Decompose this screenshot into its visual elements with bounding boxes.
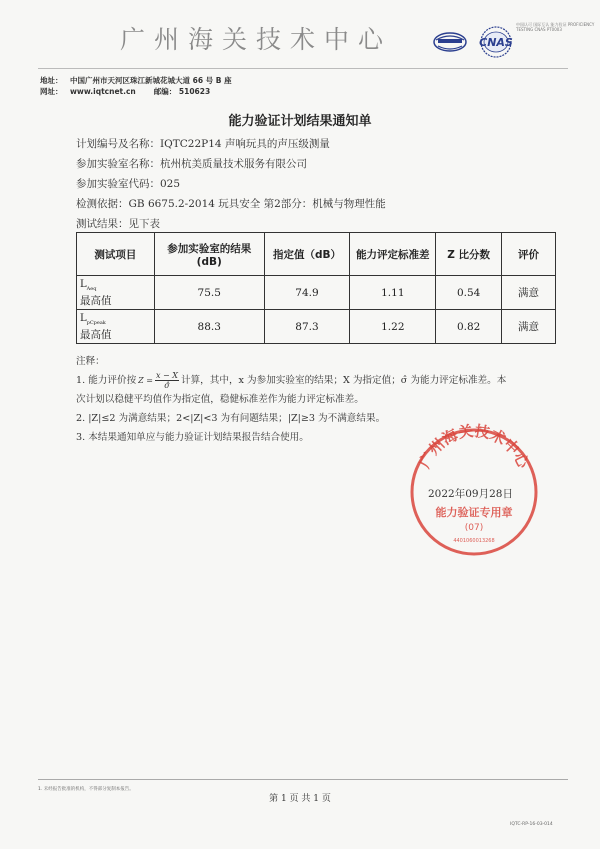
header-std: 能力评定标准差 bbox=[350, 233, 436, 276]
header-item: 测试项目 bbox=[77, 233, 155, 276]
assigned-cell: 74.9 bbox=[264, 276, 350, 310]
lab-code-line: 参加实验室代码：025 bbox=[76, 178, 181, 190]
globe-icon bbox=[434, 33, 466, 51]
issue-date: 2022年09月28日 bbox=[428, 488, 513, 500]
item-label: 最高值 bbox=[80, 295, 112, 308]
eval-cell: 满意 bbox=[502, 276, 556, 310]
table-header-row bbox=[77, 233, 556, 276]
stamp-number: (07) bbox=[464, 523, 484, 533]
svg-text:CNAS: CNAS bbox=[479, 36, 513, 49]
note-1 bbox=[76, 371, 556, 390]
item-subscript: Aeq bbox=[86, 286, 97, 293]
note-2: 2. |Z|≤2 为满意结果；2<|Z|<3 为有问题结果；|Z|≥3 为不满意结果。 bbox=[76, 413, 386, 424]
lab-result-cell: 75.5 bbox=[154, 276, 264, 310]
basis-line: 检测依据：GB 6675.2-2014 玩具安全 第2部分：机械与物理性能 bbox=[76, 198, 386, 210]
program-line: 计划编号及名称：IQTC22P14 声响玩具的声压级测量 bbox=[76, 138, 330, 150]
address-value: 中国广州市天河区珠江新城花城大道 66 号 B 座 bbox=[70, 76, 232, 85]
header-eval: 评价 bbox=[502, 233, 556, 276]
stamp-serial: 4401060013268 bbox=[453, 538, 495, 544]
lab-name-line: 参加实验室名称：杭州杭美质量技术服务有限公司 bbox=[76, 158, 307, 170]
table-row bbox=[77, 276, 556, 310]
cnas-caption: 中国认可 国际互认 能力验证 PROFICIENCY TESTING CNAS PT0003 bbox=[516, 22, 595, 32]
result-line: 测试结果：见下表 bbox=[76, 218, 160, 230]
formula-fraction bbox=[155, 371, 179, 390]
results-table bbox=[76, 232, 556, 344]
std-cell: 1.11 bbox=[350, 276, 436, 310]
header-lab-result: 参加实验室的结果(dB) bbox=[154, 233, 264, 276]
cnas-logo bbox=[479, 27, 513, 57]
item-symbol: L bbox=[80, 313, 87, 325]
header-divider bbox=[38, 68, 568, 69]
website-label: 网址： bbox=[40, 87, 63, 96]
document-code: IQTC-RP-16-03-014 bbox=[510, 822, 553, 827]
document-title: 能力验证计划结果通知单 bbox=[228, 114, 372, 129]
zip-label: 邮编： bbox=[153, 87, 177, 96]
assigned-cell: 87.3 bbox=[264, 310, 350, 344]
note-1-cont: 次计划以稳健平均值作为指定值，稳健标准差作为能力评定标准差。 bbox=[76, 394, 364, 405]
header-z: Z 比分数 bbox=[436, 233, 502, 276]
item-label: 最高值 bbox=[80, 329, 112, 342]
org-name: 广州海关技术中心 bbox=[119, 25, 392, 54]
footer-divider bbox=[38, 779, 568, 780]
info-block bbox=[76, 134, 386, 234]
website-value: www.iqtcnet.cn bbox=[70, 87, 136, 96]
table-row bbox=[77, 310, 556, 344]
stamp-subtitle: 能力验证专用章 bbox=[435, 506, 513, 519]
formula-denominator: σ̂ bbox=[164, 381, 170, 390]
z-cell: 0.82 bbox=[436, 310, 502, 344]
stamp-text: 广州海关技术中心 bbox=[415, 421, 533, 471]
note-1-text-a: 1. 能力评价按 bbox=[76, 375, 137, 386]
note-1-text-b: 计算，其中，x 为参加实验室的结果；X 为指定值；σ̂ 为能力评定标准差。本 bbox=[180, 375, 507, 386]
footer-note: 1. 未经报告批准的机构，不得部分复制本报告。 bbox=[38, 787, 134, 792]
row-item bbox=[77, 310, 155, 344]
address-block bbox=[40, 75, 232, 97]
z-cell: 0.54 bbox=[436, 276, 502, 310]
formula-numerator: x − X bbox=[155, 371, 178, 380]
address-label: 地址： bbox=[40, 76, 63, 85]
note-3: 3. 本结果通知单应与能力验证计划结果报告结合使用。 bbox=[76, 432, 309, 443]
item-subscript: pCpeak bbox=[86, 320, 106, 327]
row-item bbox=[77, 276, 155, 310]
notes-title: 注释： bbox=[76, 356, 105, 367]
page-number: 第 1 页 共 1 页 bbox=[269, 794, 331, 804]
eval-cell: 满意 bbox=[502, 310, 556, 344]
lab-result-cell: 88.3 bbox=[154, 310, 264, 344]
item-symbol: L bbox=[80, 279, 87, 290]
std-cell: 1.22 bbox=[350, 310, 436, 344]
zip-value: 510623 bbox=[178, 87, 211, 96]
formula-left: Z = bbox=[138, 376, 153, 385]
header-assigned: 指定值（dB） bbox=[264, 233, 350, 276]
